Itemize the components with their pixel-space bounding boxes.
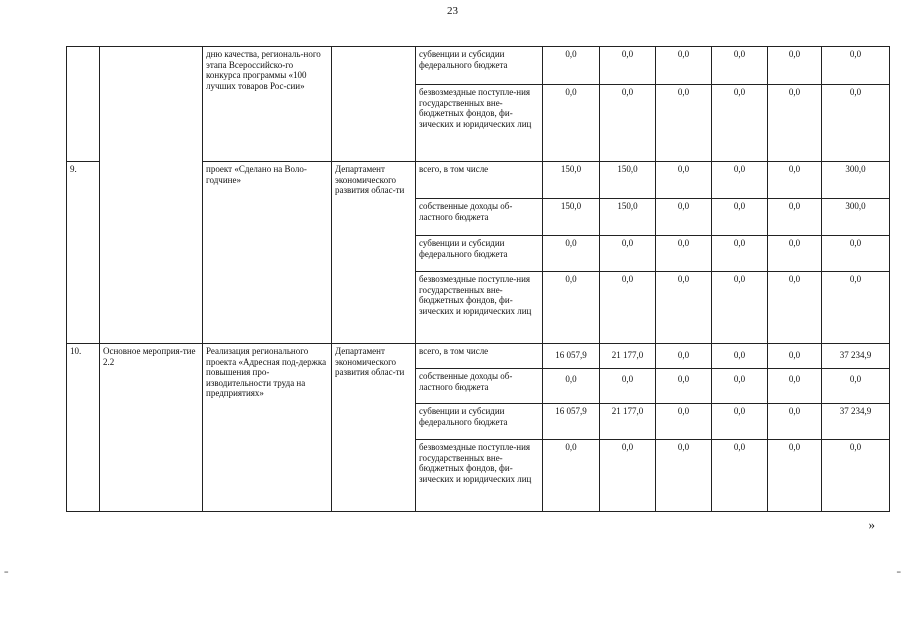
source-cell: безвозмездные поступле-ния государственных вне-бюджетных фондов, фи-зических и юридических лиц [416, 85, 543, 162]
executor-cell: Департамент экономического развития облас-ти [332, 344, 416, 512]
value-cell: 0,0 [600, 85, 656, 162]
executor-cell [332, 47, 416, 162]
table-row [67, 47, 890, 85]
value-cell: 16 057,9 [543, 404, 600, 440]
value-cell: 0,0 [712, 369, 768, 404]
value-cell: 0,0 [656, 404, 712, 440]
source-cell: безвозмездные поступле-ния государственных вне-бюджетных фондов, фи-зических и юридических лиц [416, 272, 543, 344]
source-cell: собственные доходы об-ластного бюджета [416, 369, 543, 404]
total-cell: 0,0 [822, 47, 890, 85]
total-cell: 37 234,9 [822, 344, 890, 369]
value-cell: 0,0 [768, 85, 822, 162]
source-cell: безвозмездные поступле-ния государственных вне-бюджетных фондов, фи-зических и юридических лиц [416, 440, 543, 512]
value-cell: 0,0 [600, 440, 656, 512]
main-event-cell [100, 47, 203, 344]
value-cell: 0,0 [656, 199, 712, 236]
value-cell: 0,0 [656, 47, 712, 85]
value-cell: 0,0 [768, 344, 822, 369]
value-cell: 0,0 [768, 47, 822, 85]
value-cell: 0,0 [712, 404, 768, 440]
total-cell: 0,0 [822, 369, 890, 404]
value-cell: 0,0 [600, 369, 656, 404]
value-cell: 150,0 [543, 199, 600, 236]
budget-table [66, 46, 890, 512]
scan-edge-mark-right: = [896, 568, 901, 577]
main-event-cell: Основное мероприя-тие 2.2 [100, 344, 203, 512]
value-cell: 0,0 [768, 236, 822, 272]
value-cell: 0,0 [656, 162, 712, 199]
description-cell: дню качества, региональ-ного этапа Всероссийско-го конкурса программы «100 лучших товаров Рос-сии» [203, 47, 332, 162]
value-cell: 0,0 [656, 369, 712, 404]
value-cell: 16 057,9 [543, 344, 600, 369]
total-cell: 0,0 [822, 236, 890, 272]
value-cell: 0,0 [768, 162, 822, 199]
source-cell: собственные доходы об-ластного бюджета [416, 199, 543, 236]
value-cell: 0,0 [656, 440, 712, 512]
value-cell: 0,0 [543, 47, 600, 85]
value-cell: 0,0 [600, 272, 656, 344]
value-cell: 150,0 [600, 199, 656, 236]
value-cell: 150,0 [600, 162, 656, 199]
value-cell: 0,0 [712, 47, 768, 85]
value-cell: 0,0 [543, 236, 600, 272]
value-cell: 0,0 [543, 272, 600, 344]
value-cell: 0,0 [768, 199, 822, 236]
source-cell: всего, в том числе [416, 162, 543, 199]
total-cell: 300,0 [822, 162, 890, 199]
value-cell: 0,0 [712, 162, 768, 199]
executor-cell: Департамент экономического развития облас-ти [332, 162, 416, 344]
value-cell: 0,0 [600, 47, 656, 85]
scan-edge-mark-left: = [4, 568, 9, 577]
row-number-cell: 10. [67, 344, 100, 512]
value-cell: 0,0 [712, 440, 768, 512]
value-cell: 0,0 [768, 440, 822, 512]
row-number-cell [67, 47, 100, 162]
value-cell: 0,0 [768, 272, 822, 344]
value-cell: 0,0 [600, 236, 656, 272]
source-cell: субвенции и субсидии федерального бюджета [416, 404, 543, 440]
value-cell: 150,0 [543, 162, 600, 199]
description-cell: Реализация регионального проекта «Адресная под-держка повышения про-изводительности труда на предприятиях» [203, 344, 332, 512]
source-cell: субвенции и субсидии федерального бюджета [416, 236, 543, 272]
value-cell: 0,0 [656, 344, 712, 369]
value-cell: 0,0 [543, 440, 600, 512]
value-cell: 0,0 [656, 272, 712, 344]
value-cell: 0,0 [656, 236, 712, 272]
table-row [67, 344, 890, 369]
value-cell: 0,0 [543, 369, 600, 404]
value-cell: 0,0 [712, 199, 768, 236]
value-cell: 0,0 [768, 404, 822, 440]
value-cell: 0,0 [712, 85, 768, 162]
page-number: 23 [447, 5, 458, 17]
source-cell: субвенции и субсидии федерального бюджета [416, 47, 543, 85]
description-cell: проект «Сделано на Воло-годчине» [203, 162, 332, 344]
value-cell: 0,0 [768, 369, 822, 404]
row-number-cell: 9. [67, 162, 100, 344]
total-cell: 0,0 [822, 85, 890, 162]
total-cell: 37 234,9 [822, 404, 890, 440]
total-cell: 0,0 [822, 440, 890, 512]
total-cell: 300,0 [822, 199, 890, 236]
value-cell: 21 177,0 [600, 404, 656, 440]
value-cell: 0,0 [712, 272, 768, 344]
value-cell: 0,0 [543, 85, 600, 162]
source-cell: всего, в том числе [416, 344, 543, 369]
value-cell: 21 177,0 [600, 344, 656, 369]
value-cell: 0,0 [712, 236, 768, 272]
value-cell: 0,0 [656, 85, 712, 162]
total-cell: 0,0 [822, 272, 890, 344]
value-cell: 0,0 [712, 344, 768, 369]
closing-quote: » [868, 517, 875, 532]
